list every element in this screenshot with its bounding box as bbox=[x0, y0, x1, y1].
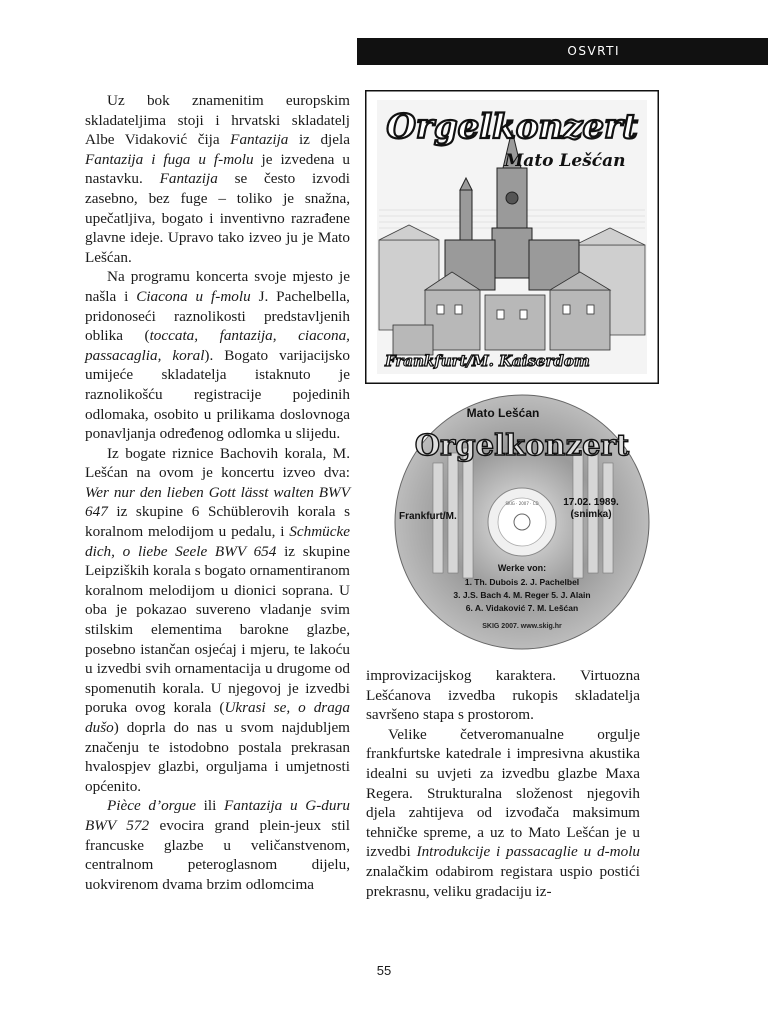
right-text-column bbox=[366, 666, 640, 901]
italic-text: Introdukcije i passacaglie u d-molu bbox=[416, 843, 641, 861]
album-artist: Mato Lešćan bbox=[504, 151, 626, 171]
cd-works-line: 3. J.S. Bach 4. M. Reger 5. J. Alain bbox=[453, 590, 591, 600]
text-run: improvizacijskog karaktera. Virtuozna Lešćanova izvedba rukopis skladatelja savršeno stapa s prostorom. bbox=[366, 667, 640, 724]
text-run: evocira grand plein-jeux stil francuske glazbe u veličanstvenom, centralnom peteroglasnom dijelu, uokvirenom dvama brzim odlomcima bbox=[85, 816, 350, 893]
cd-works-line: 1. Th. Dubois 2. J. Pachelbel bbox=[464, 577, 580, 587]
italic-text: Schmücke dich, o liebe Seele BWV 654 bbox=[85, 523, 350, 560]
cd-artist: Mato Lešćan bbox=[466, 406, 540, 420]
text-run: znalačkim odabirom registara uspio postići prekrasnu, veliku gradaciju iz- bbox=[366, 862, 640, 900]
text-run: ). Bogato varijacijsko umijeće skladatelja istaknuto je raznolikošću registracije pojedinih odlomaka, osobito u prilikama doslovnoga ponavljanja određenog odlomka u slijedu. bbox=[85, 346, 350, 443]
paragraph bbox=[366, 725, 640, 901]
italic-text: Pièce d’orgue bbox=[107, 797, 196, 815]
italic-text: Fantazija i fuga u f-molu bbox=[85, 150, 254, 168]
paragraph bbox=[85, 267, 350, 443]
text-run: Iz bogate riznice Bachovih korala, M. Lešćan na ovom je koncertu izveo dva: bbox=[85, 444, 350, 482]
cd-works-heading: Werke von: bbox=[497, 563, 547, 573]
text-run: ili bbox=[195, 797, 225, 815]
left-text-column bbox=[85, 91, 350, 894]
cd-date-note: (snimka) bbox=[570, 509, 612, 520]
text-run: Uz bok znamenitim europskim skladateljima stoji i hrvatski skladatelj Albe Vidaković čija bbox=[85, 92, 350, 149]
text-run: J. Pachelbella, pridonoseći raznolikosti predstavljenih oblika ( bbox=[85, 287, 350, 345]
section-title: OSVRTI bbox=[567, 44, 620, 58]
album-cover-image bbox=[365, 90, 659, 384]
album-location: Frankfurt/M. Kaiserdom bbox=[385, 352, 590, 370]
italic-text: Ukrasi se, o draga dušo bbox=[85, 699, 350, 736]
paragraph bbox=[85, 796, 350, 894]
text-run: ) doprla do nas u svom najdubljem značenju te istodobno postala prekrasan hvalospjev glazbi, orguljama i umjetnosti općenito. bbox=[85, 719, 350, 795]
cd-title: Orgelkonzert bbox=[414, 428, 630, 462]
text-run: iz skupine Leipziških korala s bogato ornamentiranom koralnom melodijom u dionici soprana. U oba je pokazao suvereno vladanje svim stilskim elementima barokne glazbe, posebno istančan osjećaj i mjeru, te lakoću u izvedbi svih ornamentacija u drugome od spomenutih korala. U njegovoj je izvedbi poruka ovog korala ( bbox=[85, 542, 350, 717]
text-run: je izvedena u nastavku. bbox=[85, 150, 350, 188]
paragraph bbox=[85, 91, 350, 267]
italic-text: Ciacona u f-molu bbox=[136, 287, 251, 305]
cd-date: 17.02. 1989. bbox=[563, 497, 619, 508]
paragraph bbox=[85, 444, 350, 797]
cd-footer: SKIG 2007. www.skig.hr bbox=[482, 623, 562, 630]
cd-disc-image bbox=[393, 393, 651, 651]
italic-text: Fantazija bbox=[159, 170, 218, 188]
album-title: Orgelkonzert bbox=[386, 107, 638, 147]
text-run: se često izvodi zasebno, bez fuge – toliko je snažna, upečatljiva, bogato i inventivno razrađene glavne ideje. Upravo tako izveo ju je Mato Lešćan. bbox=[85, 170, 350, 266]
paragraph bbox=[366, 666, 640, 725]
cd-location: Frankfurt/M. bbox=[399, 511, 457, 522]
cd-works-line: 6. A. Vidaković 7. M. Lešćan bbox=[465, 603, 579, 613]
section-header-bar bbox=[357, 38, 768, 65]
text-run: Na programu koncerta svoje mjesto je našla i bbox=[85, 268, 350, 305]
italic-text: Wer nur den lieben Gott lässt walten BWV 647 bbox=[85, 483, 350, 521]
text-run: iz djela bbox=[288, 131, 350, 149]
text-run: iz skupine 6 Schüblerovih korala s koralnom melodijom u pedalu, i bbox=[85, 503, 350, 541]
text-run: Velike četveromanualne orgulje frankfurtske katedrale i impresivna akustika idealni su uvjeti za izvedbu glazbe Maxa Regera. Strukturalna složenost njegovih djela zahtijeva od izvođača maksimum tehničke spreme, a uz to Mato Lešćan je u izvedbi bbox=[366, 725, 640, 861]
italic-text: toccata, fantazija, ciacona, passacaglia, koral bbox=[85, 327, 350, 364]
italic-text: Fantazija u G-duru BWV 572 bbox=[85, 797, 350, 834]
page-number: 55 bbox=[376, 963, 392, 978]
italic-text: Fantazija bbox=[230, 131, 289, 149]
cd-center-label: SKIG · 2007 · CD bbox=[505, 501, 539, 506]
